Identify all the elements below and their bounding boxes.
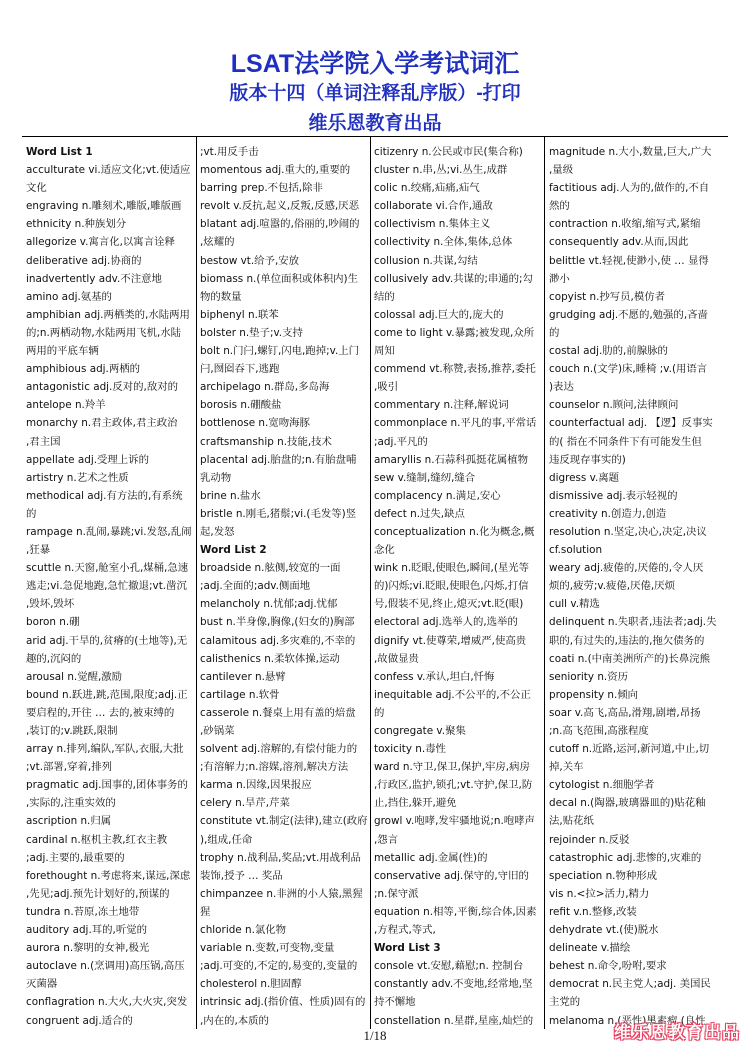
vocab-line: forethought n.考虑将来,谋远,深虑 xyxy=(26,869,191,882)
vocab-line: conservative adj.保守的,守旧的 xyxy=(374,869,529,882)
vocab-line: 的 xyxy=(374,706,385,719)
vocab-line: complacency n.满足,安心 xyxy=(374,489,501,502)
vocab-line: 猩 xyxy=(200,905,211,918)
vocab-line: antagonistic adj.反对的,敌对的 xyxy=(26,381,179,394)
vocab-line: congruent adj.适合的 xyxy=(26,1014,133,1027)
vocab-line: ,砂锅菜 xyxy=(200,725,235,737)
vocab-line: 灭菌器 xyxy=(26,978,58,991)
vocab-column-4 xyxy=(549,143,729,1029)
vocab-line: rampage n.乱闹,暴跳;vi.发怒,乱闹 xyxy=(26,525,192,538)
vocab-line: variable n.变数,可变物,变量 xyxy=(200,942,335,955)
vocab-line: toxicity n.毒性 xyxy=(374,743,446,756)
vocab-line: amphibious adj.两栖的 xyxy=(26,363,141,376)
vocab-line: borosis n.硼酸盐 xyxy=(200,399,282,412)
vocab-line: chimpanzee n.非洲的小人猿,黑猩 xyxy=(200,887,363,900)
vocab-line: belittle vt.轻视,使渺小,使 … 显得 xyxy=(549,254,709,267)
vocab-line: barring prep.不包括,除非 xyxy=(200,182,323,195)
vocab-line: delineate v.描绘 xyxy=(549,942,631,955)
vocab-line: colic n.绞痛,疝痛,疝气 xyxy=(374,182,480,195)
vocab-line: behest n.命令,吩咐,要求 xyxy=(549,960,667,973)
vocab-line: commentary n.注释,解说词 xyxy=(374,399,509,412)
vocab-line: ,狂暴 xyxy=(26,544,51,557)
vocab-line: collectivism n.集体主义 xyxy=(374,218,491,231)
vocab-line: ,内在的,本质的 xyxy=(200,1014,269,1027)
vocab-line: ;adj.可变的,不定的,易变的,变量的 xyxy=(200,960,358,973)
vocab-line: trophy n.战利品,奖品;vt.用战利品 xyxy=(200,851,361,864)
vocab-line: biomass n.(单位面积或体积内)生 xyxy=(200,272,358,285)
vocab-line: 掉,关车 xyxy=(549,761,584,774)
vocab-line: ;adj.主要的,最重要的 xyxy=(26,851,125,864)
vocab-line: autoclave n.(烹调用)高压锅,高压 xyxy=(26,960,185,973)
vocab-line: craftsmanship n.技能,技术 xyxy=(200,435,332,448)
vocab-line: constellation n.星群,星座,灿烂的 xyxy=(374,1014,534,1027)
vocab-line: calamitous adj.多灾难的,不幸的 xyxy=(200,634,356,647)
vocab-line: 的;n.两栖动物,水陆两用飞机,水陆 xyxy=(26,326,182,339)
vocab-line: 要启程的,开往 … 去的,被束缚的 xyxy=(26,706,175,719)
vocab-line: calisthenics n.柔软体操,运动 xyxy=(200,652,340,665)
vocab-line: ,炫耀的 xyxy=(200,236,235,249)
vocab-line: broadside n.舷侧,较宽的一面 xyxy=(200,562,341,575)
vocab-line: intrinsic adj.(指价值、性质)固有的 xyxy=(200,996,366,1009)
vocab-line: collaborate vi.合作,通敌 xyxy=(374,200,493,213)
vocab-line: amphibian adj.两栖类的,水陆两用 xyxy=(26,308,190,321)
vocab-line: counterfactual adj. 【逻】反事实 xyxy=(549,417,713,430)
vocab-line: delinquent n.失职者,违法者;adj.失 xyxy=(549,616,717,629)
vocab-line: ),组成,任命 xyxy=(200,833,253,846)
vocab-line: 持不懈地 xyxy=(374,996,416,1009)
vocab-line: methodical adj.有方法的,有系统 xyxy=(26,489,183,502)
vocab-line: 职的,有过失的,违法的,拖欠债务的 xyxy=(549,634,705,647)
vocab-line: ,装订的;v.跳跃,限制 xyxy=(26,725,118,737)
vocab-line: 闩,囫囵吞下,逃跑 xyxy=(200,363,280,376)
vocab-line: citizenry n.公民或市民(集合称) xyxy=(374,146,523,158)
vocab-line: cytologist n.细胞学者 xyxy=(549,779,655,792)
vocab-line: cardinal n.枢机主教,红衣主教 xyxy=(26,833,168,846)
vocab-line: ,量级 xyxy=(549,164,574,177)
page-number: 1/18 xyxy=(363,1028,387,1043)
vocab-line: auditory adj.耳的,听觉的 xyxy=(26,924,147,937)
word-list-heading: Word List 3 xyxy=(374,942,441,955)
vocab-line: bestow vt.给予,安放 xyxy=(200,254,300,267)
vocab-line: amino adj.氨基的 xyxy=(26,290,112,303)
vocab-line: inequitable adj.不公平的,不公正 xyxy=(374,688,531,701)
vocab-line: allegorize v.寓言化,以寓言诠释 xyxy=(26,236,175,249)
vocab-line: revolt v.反抗,起义,反叛,反感,厌恶 xyxy=(200,200,359,213)
word-list-heading: Word List 2 xyxy=(200,544,267,557)
vocab-line: defect n.过失,缺点 xyxy=(374,507,465,520)
vocab-line: brine n.盐水 xyxy=(200,489,261,502)
vocab-line: bust n.半身像,胸像,(妇女的)胸部 xyxy=(200,616,355,629)
vocab-line: antelope n.羚羊 xyxy=(26,399,106,412)
vocab-line: costal adj.肋的,前腺脉的 xyxy=(549,345,668,358)
vocab-line: boron n.硼 xyxy=(26,616,80,629)
vocab-line: ;vt.部署,穿着,排列 xyxy=(26,761,112,774)
vocab-line: couch n.(文学)床,睡椅 ;v.(用语言 xyxy=(549,363,708,376)
vocab-line: copyist n.抄写员,模仿者 xyxy=(549,290,666,303)
vocab-line: seniority n.资历 xyxy=(549,670,628,683)
vocab-line: blatant adj.喧嚣的,俗丽的,吵闹的 xyxy=(200,218,360,231)
vocab-line: 物的数量 xyxy=(200,290,242,303)
vocab-line: ;adj.平凡的 xyxy=(374,435,428,448)
vocab-line: casserole n.餐桌上用有盖的焙盘 xyxy=(200,706,356,719)
vocab-line: commonplace n.平凡的事,平常话 xyxy=(374,417,537,430)
vocab-line: ,先见;adj.预先计划好的,预谋的 xyxy=(26,887,170,900)
vocab-line: 的)闪烁;vi.眨眼,使眼色,闪烁,打信 xyxy=(374,580,529,593)
top-rule xyxy=(22,136,728,137)
vocab-line: ethnicity n.种族划分 xyxy=(26,218,127,231)
vocab-line: ascription n.归属 xyxy=(26,815,112,828)
vocab-column-2 xyxy=(200,143,368,1029)
vocab-line: acculturate vi.适应文化;vt.使适应 xyxy=(26,164,191,177)
vocab-line: electoral adj.选举人的,选举的 xyxy=(374,616,518,629)
vocab-line: resolution n.坚定,决心,决定,决议 xyxy=(549,525,707,538)
document-title: LSAT法学院入学考试词汇 xyxy=(230,50,520,78)
vocab-line: propensity n.倾向 xyxy=(549,688,639,701)
column-divider xyxy=(544,136,545,1029)
vocab-line: ;n.保守派 xyxy=(374,887,419,900)
vocab-line: conflagration n.大火,大火灾,突发 xyxy=(26,996,188,1009)
vocab-line: collusively adv.共谋的;串通的;勾 xyxy=(374,272,533,285)
vocab-line: 趣的,沉闷的 xyxy=(26,652,82,665)
vocab-line: 逃走;vi.急促地跑,急忙撤退;vt.凿沉 xyxy=(26,580,187,593)
vocab-line: arid adj.干旱的,贫瘠的(土地等),无 xyxy=(26,634,188,647)
vocab-line: solvent adj.溶解的,有偿付能力的 xyxy=(200,743,358,756)
publisher-line: 维乐恩教育出品 xyxy=(308,113,442,134)
vocab-line: amaryllis n.石蒜科孤挺花属植物 xyxy=(374,453,529,466)
vocab-line: cholesterol n.胆固醇 xyxy=(200,978,302,991)
vocab-line: ,方程式,等式, xyxy=(374,924,436,937)
vocab-line: ;n.高飞范围,高涨程度 xyxy=(549,725,649,737)
vocab-line: array n.排列,编队,军队,衣服,大批 xyxy=(26,743,184,756)
publisher-watermark: 维乐恩教育出品 xyxy=(614,1023,740,1043)
vocab-line: deliberative adj.协商的 xyxy=(26,254,142,267)
vocab-line: 主党的 xyxy=(549,996,581,1009)
vocab-line: commend vt.称赞,表扬,推荐,委托 xyxy=(374,363,536,376)
vocab-line: 的( 指在不同条件下有可能发生但 xyxy=(549,435,702,448)
vocab-line: celery n.旱芹,芹菜 xyxy=(200,797,290,810)
vocab-line: catastrophic adj.悲惨的,灾难的 xyxy=(549,851,702,864)
vocab-line: 起,发怒 xyxy=(200,525,235,538)
vocab-line: bristle n.刚毛,猪鬃;vi.(毛发等)竖 xyxy=(200,507,357,520)
vocab-line: bolt n.门闩,螺钉,闪电,跑掉;v.上门 xyxy=(200,345,360,358)
vocab-line: momentous adj.重大的,重要的 xyxy=(200,164,351,177)
vocab-line: 装饰,授予 … 奖品 xyxy=(200,869,283,882)
vocab-line: collusion n.共谋,勾结 xyxy=(374,254,478,267)
vocab-line: metallic adj.金属(性)的 xyxy=(374,851,488,864)
vocab-line: console vt.安慰,藉慰;n. 控制台 xyxy=(374,960,524,973)
vocab-line: melancholy n.忧郁;adj.忧郁 xyxy=(200,598,338,611)
vocab-line: ,实际的,注重实效的 xyxy=(26,797,116,810)
vocab-line: factitious adj.人为的,做作的,不自 xyxy=(549,182,710,195)
vocab-line: collectivity n.全体,集体,总体 xyxy=(374,236,513,249)
vocab-line: 周知 xyxy=(374,345,395,358)
vocab-line: equation n.相等,平衡,综合体,因素 xyxy=(374,905,537,918)
vocab-line: dignify vt.使尊荣,增威严,使高贵 xyxy=(374,634,527,647)
vocab-line: decal n.(陶器,玻璃器皿的)贴花釉 xyxy=(549,797,706,810)
vocab-line: 的 xyxy=(549,326,560,339)
vocab-line: confess v.承认,坦白,忏悔 xyxy=(374,670,495,683)
vocab-line: 文化 xyxy=(26,182,47,195)
vocab-line: cluster n.串,丛;vi.丛生,成群 xyxy=(374,164,508,177)
vocab-line: dehydrate vt.(使)脱水 xyxy=(549,924,659,937)
vocab-line: placental adj.胎盘的;n.有胎盘哺 xyxy=(200,453,357,466)
vocab-line: soar v.高飞,高品,滑翔,剧增,昂扬 xyxy=(549,706,701,719)
vocab-line: ;有溶解力;n.溶媒,溶剂,解决方法 xyxy=(200,761,349,774)
vocab-line: ward n.守卫,保卫,保护,牢房,病房 xyxy=(374,761,530,774)
vocab-line: ,毁坏,毁坏 xyxy=(26,598,75,611)
vocab-line: 念化 xyxy=(374,544,395,557)
vocab-line: come to light v.暴露;被发现,众所 xyxy=(374,326,535,339)
vocab-line: biphenyl n.联苯 xyxy=(200,308,279,321)
vocab-line: aurora n.黎明的女神,极光 xyxy=(26,942,150,955)
vocab-line: artistry n.艺术之性质 xyxy=(26,471,129,484)
vocab-line: consequently adv.从而,因此 xyxy=(549,236,689,249)
vocab-line: democrat n.民主党人;adj. 美国民 xyxy=(549,978,711,991)
vocab-line: vis n.<拉>活力,精力 xyxy=(549,887,650,900)
document-subtitle: 版本十四（单词注释乱序版）-打印 xyxy=(229,83,521,104)
vocab-line: 然的 xyxy=(549,200,570,213)
vocab-line: monarchy n.君主政体,君主政治 xyxy=(26,417,178,430)
vocab-line: constantly adv.不变地,经常地,坚 xyxy=(374,978,533,991)
column-divider xyxy=(370,136,371,1029)
vocab-line: ,故做显贵 xyxy=(374,652,419,665)
vocab-line: constitute vt.制定(法律),建立(政府 xyxy=(200,815,368,828)
vocab-line: dismissive adj.表示轻视的 xyxy=(549,489,678,502)
vocab-line: appellate adj.受理上诉的 xyxy=(26,453,149,466)
vocab-line: grudging adj.不愿的,勉强的,吝啬 xyxy=(549,308,708,321)
vocab-line: arousal n.觉醒,激励 xyxy=(26,670,123,683)
vocab-line: 渺小 xyxy=(549,272,570,285)
vocab-line: ;adj.全面的;adv.侧面地 xyxy=(200,580,311,593)
vocab-line: conceptualization n.化为概念,概 xyxy=(374,525,535,538)
vocab-line: colossal adj.巨大的,庞大的 xyxy=(374,308,504,321)
vocab-line: bound n.跃进,跳,范围,限度;adj.正 xyxy=(26,688,188,701)
vocab-line: bottlenose n.宽吻海豚 xyxy=(200,417,310,430)
vocab-line: rejoinder n.反驳 xyxy=(549,833,630,846)
vocab-line: archipelago n.群岛,多岛海 xyxy=(200,381,330,394)
vocab-column-3 xyxy=(374,143,542,1029)
vocab-line: creativity n.创造力,创造 xyxy=(549,507,667,520)
vocab-line: ,行政区,监护,锁孔;vt.守护,保卫,防 xyxy=(374,779,533,792)
vocab-line: 两用的平底车辆 xyxy=(26,345,99,358)
vocab-line: digress v.离题 xyxy=(549,471,620,484)
vocab-line: inadvertently adv.不注意地 xyxy=(26,272,162,285)
vocab-line: ,君主国 xyxy=(26,435,61,448)
vocab-line: 烦的,疲劳;v.疲倦,厌倦,厌烦 xyxy=(549,580,675,593)
vocab-line: 止,挡住,躲开,避免 xyxy=(374,797,457,810)
vocab-line: 法,贴花纸 xyxy=(549,815,594,828)
vocab-line: bolster n.垫子;v.支持 xyxy=(200,326,303,339)
vocab-line: 的 xyxy=(26,507,37,520)
vocab-line: 号,假装不见,终止,熄灭;vt.眨(眼) xyxy=(374,598,524,611)
vocab-column-1 xyxy=(26,143,194,1029)
vocab-line: 乳动物 xyxy=(200,471,232,484)
vocab-line: cutoff n.近路,运河,新河道,中止,切 xyxy=(549,743,710,756)
vocab-line: contraction n.收缩,缩写式,紧缩 xyxy=(549,218,701,231)
vocab-line: pragmatic adj.国事的,团体事务的 xyxy=(26,779,188,792)
vocab-line: scuttle n.天窗,舱室小孔,煤桶,急速 xyxy=(26,562,189,575)
vocab-line: ;vt.用反手击 xyxy=(200,146,259,158)
vocab-line: refit v.n.整修,改装 xyxy=(549,905,637,918)
vocab-line: 结的 xyxy=(374,290,395,303)
vocab-line: wink n.眨眼,使眼色,瞬间,(星光等 xyxy=(374,562,530,575)
vocab-line: tundra n.苔原,冻土地带 xyxy=(26,905,140,918)
vocab-line: magnitude n.大小,数量,巨大,广大 xyxy=(549,146,712,158)
vocab-line: engraving n.雕刻术,雕版,雕版画 xyxy=(26,200,182,213)
vocab-line: sew v.缝制,缝纫,缝合 xyxy=(374,471,476,484)
vocab-line: ,怨言 xyxy=(374,833,399,846)
vocab-line: growl v.咆哮,发牢骚地说;n.咆哮声 xyxy=(374,815,535,828)
vocab-line: )表达 xyxy=(549,381,574,394)
vocab-line: 违反现存事实的) xyxy=(549,453,626,466)
vocab-line: congregate v.聚集 xyxy=(374,725,466,737)
vocab-line: karma n.因缘,因果报应 xyxy=(200,779,312,792)
vocab-line: speciation n.物种形成 xyxy=(549,869,658,882)
vocab-line: coati n.(中南美洲所产的)长鼻浣熊 xyxy=(549,652,710,665)
vocab-line: cull v.精选 xyxy=(549,598,600,611)
vocab-line: melanoma n.(恶性)黑素瘤,(良性 xyxy=(549,1014,706,1027)
vocab-line: weary adj.疲倦的,厌倦的,令人厌 xyxy=(549,562,704,575)
vocab-line: cantilever n.悬臂 xyxy=(200,670,286,683)
vocab-line: cf.solution xyxy=(549,544,603,557)
vocab-line: cartilage n.软骨 xyxy=(200,688,280,701)
vocab-line: chloride n.氯化物 xyxy=(200,924,287,937)
vocab-line: ,吸引 xyxy=(374,381,399,394)
column-divider xyxy=(196,136,197,1029)
vocab-line: counselor n.顾问,法律顾问 xyxy=(549,399,679,412)
word-list-heading: Word List 1 xyxy=(26,146,93,158)
